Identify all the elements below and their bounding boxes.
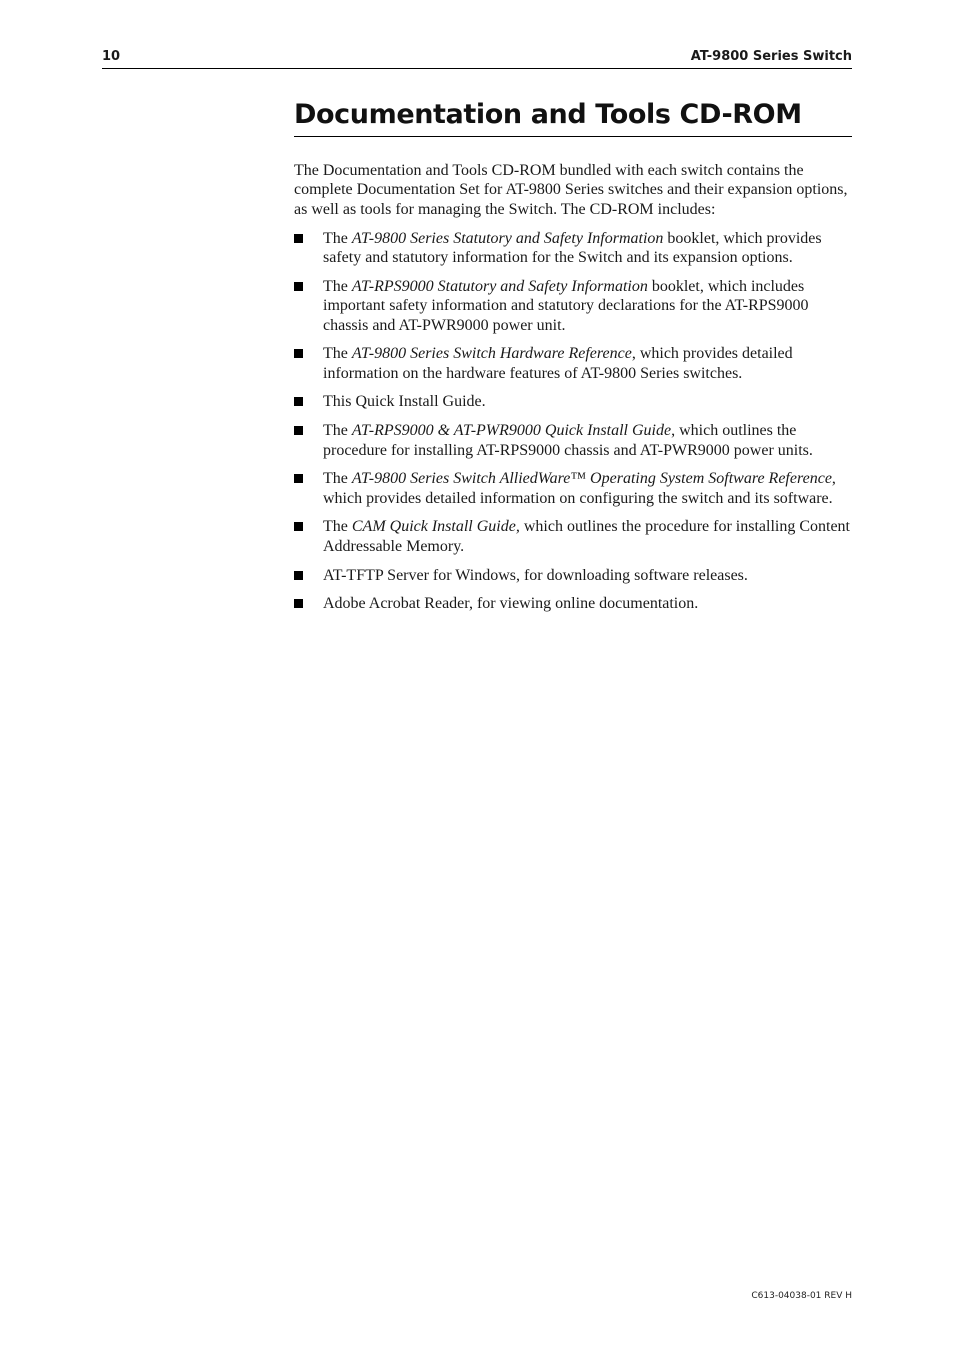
item-doc-title: AT-9800 Series Statutory and Safety Information	[351, 229, 664, 247]
item-prefix: The	[323, 470, 352, 488]
item-suffix: booklet, which provides safety and statutory information for the Switch and its expansion options.	[323, 229, 822, 267]
square-bullet-icon	[294, 397, 303, 406]
item-prefix: Adobe Acrobat Reader, for viewing online documentation.	[323, 595, 699, 613]
item-prefix: The	[323, 518, 352, 536]
list-item	[294, 277, 856, 335]
intro-paragraph: The Documentation and Tools CD-ROM bundled with each switch contains the complete Documentation Set for AT-9800 Series switches and their expansion options, as well as tools for managing the Switch. The CD-ROM includes:	[294, 162, 848, 218]
square-bullet-icon	[294, 599, 303, 608]
item-doc-title: AT-RPS9000 & AT-PWR9000 Quick Install Guide	[351, 422, 672, 440]
square-bullet-icon	[294, 426, 303, 435]
item-prefix: This Quick Install Guide.	[323, 393, 486, 411]
list-item	[294, 594, 856, 613]
item-prefix: The	[323, 229, 352, 247]
item-doc-title: AT-9800 Series Switch Hardware Reference	[351, 345, 632, 363]
square-bullet-icon	[294, 282, 303, 291]
page-title: Documentation and Tools CD-ROM	[294, 97, 852, 137]
square-bullet-icon	[294, 349, 303, 358]
item-suffix: , which provides detailed information on configuring the switch and its software.	[323, 470, 836, 507]
list-item	[294, 517, 856, 556]
running-title: AT-9800 Series Switch	[690, 49, 852, 64]
document-body	[294, 161, 856, 623]
list-item	[294, 566, 856, 585]
item-suffix: booklet, which includes important safety information and statutory declarations for the AT-RPS9000 chassis and AT-PWR9000 power unit.	[323, 277, 809, 334]
item-suffix: , which provides detailed information on the hardware features of AT-9800 Series switches.	[323, 345, 793, 382]
list-item	[294, 392, 856, 411]
square-bullet-icon	[294, 474, 303, 483]
item-suffix: which outlines the procedure for installing Content Addressable Memory.	[323, 518, 850, 555]
item-prefix: AT-TFTP Server for Windows, for downloading software releases.	[323, 566, 748, 584]
list-item	[294, 469, 856, 508]
item-doc-title: AT-9800 Series Switch AlliedWare™ Operating System Software Reference	[351, 470, 832, 488]
item-prefix: The	[323, 345, 352, 363]
page-number: 10	[102, 49, 121, 64]
square-bullet-icon	[294, 234, 303, 243]
page-header	[102, 47, 852, 69]
list-item	[294, 344, 856, 383]
item-doc-title: CAM Quick Install Guide,	[351, 518, 520, 536]
page-footer	[751, 1291, 852, 1301]
list-item	[294, 229, 856, 268]
list-item	[294, 421, 856, 460]
item-prefix: The	[323, 277, 352, 295]
document-id: C613-04038-01 REV H	[751, 1291, 852, 1301]
square-bullet-icon	[294, 571, 303, 580]
item-suffix: , which outlines the procedure for installing AT-RPS9000 chassis and AT-PWR9000 power units.	[323, 422, 813, 459]
item-doc-title: AT-RPS9000 Statutory and Safety Information	[351, 277, 648, 295]
contents-list	[294, 229, 856, 614]
square-bullet-icon	[294, 522, 303, 531]
item-prefix: The	[323, 422, 352, 440]
